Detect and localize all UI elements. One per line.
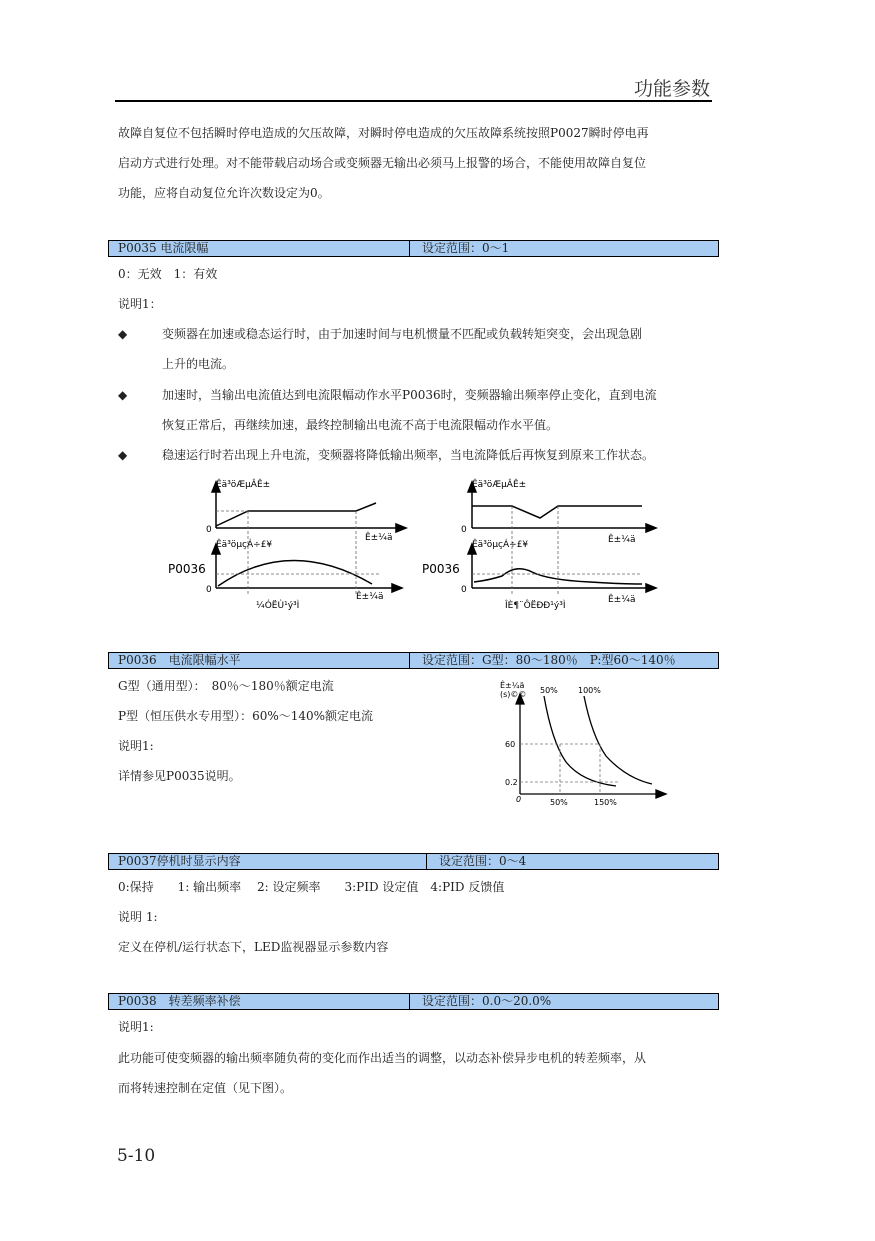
p0038-line-2: 而将转速控制在定值（见下图）。 bbox=[118, 1081, 293, 1095]
param-name: P0036 电流限幅水平 bbox=[118, 653, 241, 667]
bar-divider bbox=[409, 653, 410, 668]
param-name: P0037停机时显示内容 bbox=[118, 854, 241, 868]
page-number: 5-10 bbox=[117, 1146, 156, 1166]
fig-label: ¼ÓËÙ¹ý³Ì bbox=[256, 601, 300, 610]
fig-label: 50% bbox=[540, 686, 558, 695]
page-header-title: 功能参数 bbox=[633, 78, 710, 100]
fig-label: Ê±¼ä bbox=[365, 533, 393, 543]
p0035-bullet3: 稳速运行时若出现上升电流，变频器将降低输出频率，当电流降低后再恢复到原来工作状态。 bbox=[162, 448, 655, 462]
fig-label: P0036 bbox=[168, 562, 206, 576]
p0038-note: 说明1: bbox=[118, 1020, 154, 1034]
param-range: 设定范围：0～1 bbox=[422, 241, 510, 255]
bullet-icon: ◆ bbox=[118, 388, 128, 402]
overload-time-figure bbox=[490, 674, 670, 810]
fig-label: ÎÈ¶¨ÔËÐÐ¹ý³Ì bbox=[505, 601, 566, 610]
fig-label: 100% bbox=[578, 686, 601, 695]
param-range: 设定范围：G型：80～180％ P:型60～140％ bbox=[422, 653, 676, 667]
bar-divider bbox=[409, 994, 410, 1009]
param-bar-p0037 bbox=[108, 853, 719, 870]
fig-label: 0 bbox=[461, 525, 467, 535]
current-limit-figure bbox=[160, 476, 660, 610]
fig-label: Ê±¼ä bbox=[608, 535, 636, 545]
fig-label: 150% bbox=[594, 798, 617, 807]
fig-label: Êä³öÆµÂÊ± bbox=[472, 480, 527, 490]
fig-label: 0 bbox=[516, 795, 522, 804]
intro-line-2: 启动方式进行处理。对不能带载启动场合或变频器无输出必须马上报警的场合，不能使用故障自复位 bbox=[118, 156, 647, 170]
p0036-p-type: P型（恒压供水专用型）：60%～140%额定电流 bbox=[118, 709, 374, 723]
param-name: P0038 转差频率补偿 bbox=[118, 994, 241, 1008]
p0036-note: 说明1: bbox=[118, 739, 154, 753]
p0036-g-type: G型（通用型）： 80％～180％额定电流 bbox=[118, 679, 334, 693]
fig-label: 50% bbox=[550, 798, 568, 807]
bullet-icon: ◆ bbox=[118, 448, 128, 462]
fig-label: Êä³öµçÁ÷£¥ bbox=[472, 540, 529, 550]
param-name: P0035 电流限幅 bbox=[118, 241, 209, 255]
param-bar-p0038 bbox=[108, 993, 719, 1010]
fig-label: 0 bbox=[206, 525, 212, 535]
p0037-detail: 定义在停机/运行状态下，LED监视器显示参数内容 bbox=[118, 940, 389, 954]
p0035-options: 0：无效 1：有效 bbox=[118, 267, 218, 281]
fig-label: Êä³öÆµÂÊ± bbox=[216, 480, 271, 490]
fig-label: P0036 bbox=[422, 562, 460, 576]
fig-label: Ê±¼ä bbox=[500, 681, 525, 690]
fig-label: (s)©© bbox=[500, 690, 527, 699]
param-range: 设定范围：0.0～20.0% bbox=[422, 994, 552, 1008]
fig-label: 0.2 bbox=[505, 778, 518, 787]
intro-line-3: 功能，应将自动复位允许次数设定为0。 bbox=[118, 186, 330, 200]
fig-label: 0 bbox=[461, 585, 467, 595]
p0035-note: 说明1： bbox=[118, 297, 162, 311]
p0035-bullet2-line2: 恢复正常后，再继续加速，最终控制输出电流不高于电流限幅动作水平值。 bbox=[162, 418, 559, 432]
bar-divider bbox=[409, 241, 410, 256]
param-bar-p0035 bbox=[108, 240, 719, 257]
fig-label: Ê±¼ä bbox=[356, 592, 384, 602]
fig-label: 60 bbox=[505, 740, 516, 749]
p0037-options: 0:保持 1: 输出频率 2: 设定频率 3:PID 设定值 4:PID 反馈值 bbox=[118, 880, 505, 894]
fig-label: Êä³öµçÁ÷£¥ bbox=[216, 540, 273, 550]
param-bar-p0036 bbox=[108, 652, 719, 669]
header-rule bbox=[115, 100, 712, 102]
p0035-bullet1-line2: 上升的电流。 bbox=[162, 357, 235, 371]
p0038-line-1: 此功能可使变频器的输出频率随负荷的变化而作出适当的调整，以动态补偿异步电机的转差频率，从 bbox=[118, 1051, 647, 1065]
p0035-bullet1-line1: 变频器在加速或稳态运行时，由于加速时间与电机惯量不匹配或负载转矩突变，会出现急剧 bbox=[162, 327, 643, 341]
fig-label: 0 bbox=[206, 585, 212, 595]
p0037-note: 说明 1: bbox=[118, 910, 158, 924]
intro-line-1: 故障自复位不包括瞬时停电造成的欠压故障，对瞬时停电造成的欠压故障系统按照P0027瞬时停电再 bbox=[118, 126, 649, 140]
p0035-bullet2-line1: 加速时，当输出电流值达到电流限幅动作水平P0036时，变频器输出频率停止变化，直到电流 bbox=[162, 388, 657, 402]
fig-label: Ê±¼ä bbox=[608, 595, 636, 605]
bar-divider bbox=[426, 854, 427, 869]
p0036-detail: 详情参见P0035说明。 bbox=[118, 769, 241, 783]
param-range: 设定范围：0～4 bbox=[439, 854, 527, 868]
bullet-icon: ◆ bbox=[118, 327, 128, 341]
